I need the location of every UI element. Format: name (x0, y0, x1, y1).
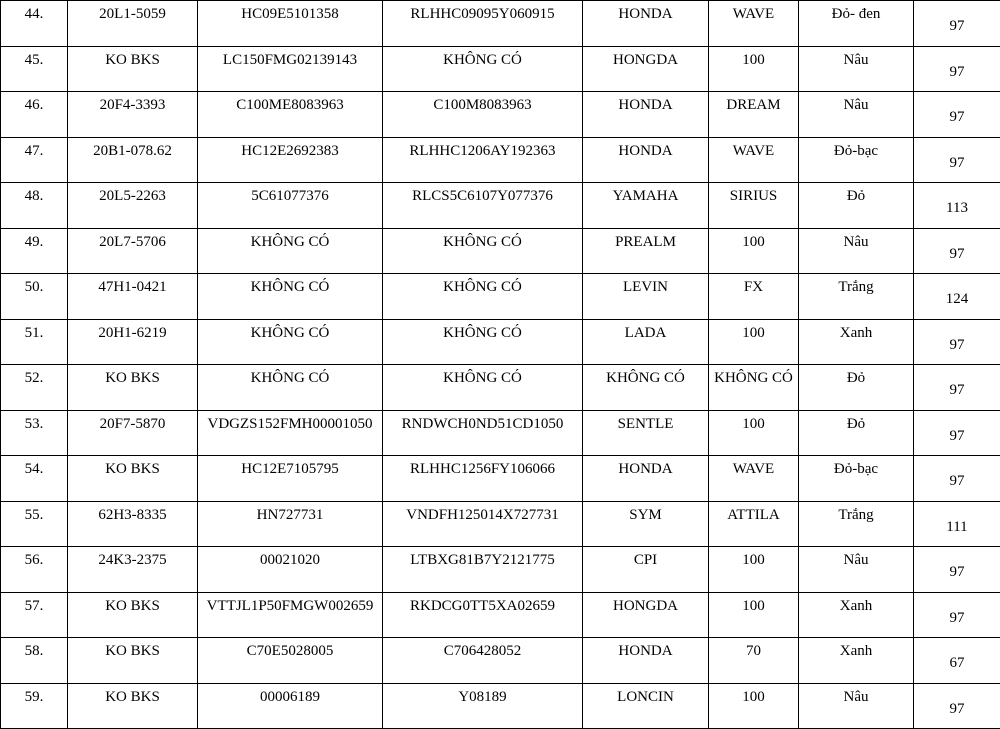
row-number-cell: 53. (1, 410, 68, 456)
table-row (1, 683, 1000, 729)
table-row (1, 183, 1000, 229)
model-cell: 100 (709, 228, 799, 274)
table-row (1, 319, 1000, 365)
weight-cell: 97 (914, 456, 1000, 502)
weight-cell: 97 (914, 137, 1000, 183)
plate-cell: 62H3-8335 (68, 501, 198, 547)
color-cell: Xanh (799, 638, 914, 684)
plate-cell: 47H1-0421 (68, 274, 198, 320)
weight-cell: 97 (914, 592, 1000, 638)
engine-number-cell: KHÔNG CÓ (198, 274, 383, 320)
engine-number-cell: LC150FMG02139143 (198, 46, 383, 92)
brand-cell: KHÔNG CÓ (583, 365, 709, 411)
plate-cell: 20L5-2263 (68, 183, 198, 229)
brand-cell: YAMAHA (583, 183, 709, 229)
weight-cell: 124 (914, 274, 1000, 320)
row-number-cell: 58. (1, 638, 68, 684)
engine-number-cell: C100ME8083963 (198, 92, 383, 138)
row-number-cell: 49. (1, 228, 68, 274)
plate-cell: 20H1-6219 (68, 319, 198, 365)
model-cell: 100 (709, 683, 799, 729)
color-cell: Nâu (799, 46, 914, 92)
table-row (1, 638, 1000, 684)
weight-cell: 113 (914, 183, 1000, 229)
brand-cell: LADA (583, 319, 709, 365)
color-cell: Trắng (799, 501, 914, 547)
brand-cell: HONGDA (583, 46, 709, 92)
engine-number-cell: 00021020 (198, 547, 383, 593)
brand-cell: HONGDA (583, 592, 709, 638)
row-number-cell: 55. (1, 501, 68, 547)
model-cell: WAVE (709, 137, 799, 183)
table-row (1, 46, 1000, 92)
model-cell: FX (709, 274, 799, 320)
engine-number-cell: KHÔNG CÓ (198, 319, 383, 365)
color-cell: Đỏ-bạc (799, 137, 914, 183)
row-number-cell: 51. (1, 319, 68, 365)
plate-cell: KO BKS (68, 456, 198, 502)
table-row (1, 1, 1000, 47)
model-cell: 100 (709, 547, 799, 593)
brand-cell: HONDA (583, 1, 709, 47)
color-cell: Nâu (799, 228, 914, 274)
chassis-number-cell: KHÔNG CÓ (383, 319, 583, 365)
model-cell: 100 (709, 319, 799, 365)
brand-cell: HONDA (583, 137, 709, 183)
engine-number-cell: VDGZS152FMH00001050 (198, 410, 383, 456)
engine-number-cell: VTTJL1P50FMGW002659 (198, 592, 383, 638)
brand-cell: SENTLE (583, 410, 709, 456)
row-number-cell: 56. (1, 547, 68, 593)
color-cell: Đỏ (799, 410, 914, 456)
table-row (1, 592, 1000, 638)
row-number-cell: 57. (1, 592, 68, 638)
color-cell: Đỏ (799, 365, 914, 411)
table-row (1, 228, 1000, 274)
chassis-number-cell: KHÔNG CÓ (383, 274, 583, 320)
weight-cell: 97 (914, 410, 1000, 456)
model-cell: WAVE (709, 456, 799, 502)
plate-cell: 20F7-5870 (68, 410, 198, 456)
color-cell: Xanh (799, 319, 914, 365)
chassis-number-cell: C100M8083963 (383, 92, 583, 138)
row-number-cell: 50. (1, 274, 68, 320)
chassis-number-cell: C706428052 (383, 638, 583, 684)
table-row (1, 501, 1000, 547)
chassis-number-cell: RLCS5C6107Y077376 (383, 183, 583, 229)
plate-cell: KO BKS (68, 365, 198, 411)
engine-number-cell: 5C61077376 (198, 183, 383, 229)
table-row (1, 274, 1000, 320)
row-number-cell: 59. (1, 683, 68, 729)
plate-cell: 20F4-3393 (68, 92, 198, 138)
plate-cell: 20L1-5059 (68, 1, 198, 47)
chassis-number-cell: KHÔNG CÓ (383, 228, 583, 274)
chassis-number-cell: RKDCG0TT5XA02659 (383, 592, 583, 638)
weight-cell: 97 (914, 365, 1000, 411)
engine-number-cell: KHÔNG CÓ (198, 365, 383, 411)
chassis-number-cell: KHÔNG CÓ (383, 46, 583, 92)
table-row (1, 547, 1000, 593)
brand-cell: CPI (583, 547, 709, 593)
row-number-cell: 54. (1, 456, 68, 502)
chassis-number-cell: VNDFH125014X727731 (383, 501, 583, 547)
weight-cell: 111 (914, 501, 1000, 547)
plate-cell: 24K3-2375 (68, 547, 198, 593)
brand-cell: LONCIN (583, 683, 709, 729)
weight-cell: 97 (914, 92, 1000, 138)
color-cell: Trắng (799, 274, 914, 320)
model-cell: DREAM (709, 92, 799, 138)
row-number-cell: 47. (1, 137, 68, 183)
weight-cell: 97 (914, 319, 1000, 365)
brand-cell: HONDA (583, 638, 709, 684)
model-cell: 100 (709, 46, 799, 92)
engine-number-cell: HN727731 (198, 501, 383, 547)
engine-number-cell: HC12E7105795 (198, 456, 383, 502)
plate-cell: KO BKS (68, 592, 198, 638)
chassis-number-cell: LTBXG81B7Y2121775 (383, 547, 583, 593)
color-cell: Nâu (799, 547, 914, 593)
color-cell: Nâu (799, 683, 914, 729)
engine-number-cell: C70E5028005 (198, 638, 383, 684)
chassis-number-cell: RLHHC09095Y060915 (383, 1, 583, 47)
weight-cell: 67 (914, 638, 1000, 684)
plate-cell: KO BKS (68, 46, 198, 92)
chassis-number-cell: KHÔNG CÓ (383, 365, 583, 411)
table-row (1, 92, 1000, 138)
chassis-number-cell: RLHHC1206AY192363 (383, 137, 583, 183)
engine-number-cell: KHÔNG CÓ (198, 228, 383, 274)
color-cell: Đỏ- đen (799, 1, 914, 47)
color-cell: Đỏ (799, 183, 914, 229)
weight-cell: 97 (914, 1, 1000, 47)
weight-cell: 97 (914, 547, 1000, 593)
color-cell: Đỏ-bạc (799, 456, 914, 502)
row-number-cell: 52. (1, 365, 68, 411)
model-cell: 70 (709, 638, 799, 684)
model-cell: ATTILA (709, 501, 799, 547)
brand-cell: HONDA (583, 456, 709, 502)
engine-number-cell: 00006189 (198, 683, 383, 729)
model-cell: 100 (709, 592, 799, 638)
plate-cell: 20L7-5706 (68, 228, 198, 274)
color-cell: Nâu (799, 92, 914, 138)
weight-cell: 97 (914, 46, 1000, 92)
model-cell: WAVE (709, 1, 799, 47)
plate-cell: KO BKS (68, 683, 198, 729)
table-body (1, 1, 1000, 729)
row-number-cell: 44. (1, 1, 68, 47)
engine-number-cell: HC09E5101358 (198, 1, 383, 47)
brand-cell: PREALM (583, 228, 709, 274)
model-cell: SIRIUS (709, 183, 799, 229)
brand-cell: SYM (583, 501, 709, 547)
chassis-number-cell: Y08189 (383, 683, 583, 729)
model-cell: 100 (709, 410, 799, 456)
chassis-number-cell: RNDWCH0ND51CD1050 (383, 410, 583, 456)
chassis-number-cell: RLHHC1256FY106066 (383, 456, 583, 502)
table-row (1, 365, 1000, 411)
row-number-cell: 48. (1, 183, 68, 229)
plate-cell: KO BKS (68, 638, 198, 684)
weight-cell: 97 (914, 683, 1000, 729)
brand-cell: LEVIN (583, 274, 709, 320)
row-number-cell: 46. (1, 92, 68, 138)
plate-cell: 20B1-078.62 (68, 137, 198, 183)
table-row (1, 137, 1000, 183)
row-number-cell: 45. (1, 46, 68, 92)
table-row (1, 456, 1000, 502)
model-cell: KHÔNG CÓ (709, 365, 799, 411)
table-row (1, 410, 1000, 456)
color-cell: Xanh (799, 592, 914, 638)
brand-cell: HONDA (583, 92, 709, 138)
engine-number-cell: HC12E2692383 (198, 137, 383, 183)
weight-cell: 97 (914, 228, 1000, 274)
